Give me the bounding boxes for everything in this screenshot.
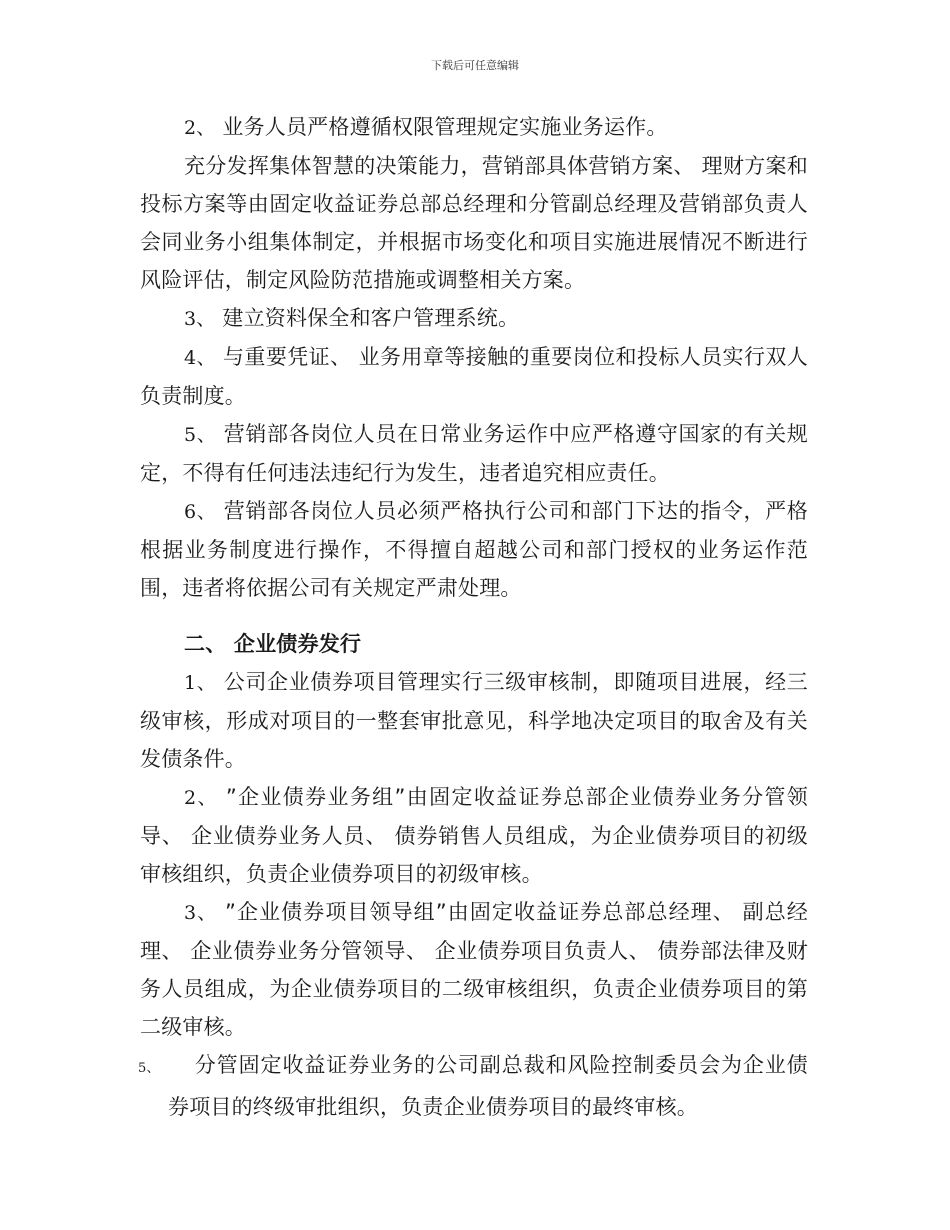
paragraph-2 bbox=[140, 147, 808, 299]
paragraph-text: ”企业债券业务组”由固定收益证券总部企业债券业务分管领导、 企业债券业务人员、 债券销售人员组成，为企业债券项目的初级审核组织，负责企业债券项目的初级审核。 bbox=[140, 785, 808, 886]
section2-paragraph-1 bbox=[140, 663, 808, 778]
section2-paragraph-3 bbox=[140, 893, 808, 1046]
section-heading: 二、 企业债券发行 bbox=[184, 632, 362, 656]
paragraph-text: 营销部各岗位人员必须严格执行公司和部门下达的指令，严格根据业务制度进行操作，不得擅自超越公司和部门授权的业务运作范围，违者将依据公司有关规定严肃处理。 bbox=[140, 499, 808, 600]
paragraph-3 bbox=[140, 299, 808, 338]
paragraph-text: 业务人员严格遵循权限管理规定实施业务运作。 bbox=[215, 115, 668, 139]
paragraph-4 bbox=[140, 338, 808, 415]
item-number: 2、 bbox=[184, 787, 218, 809]
paragraph-text: 充分发挥集体智慧的决策能力，营销部具体营销方案、 理财方案和投标方案等由固定收益证券总部总经理和分管副总经理及营销部负责人会同业务小组集体制定，并根据市场变化和项目实施进展情况不断进行风险评估，制定风险防范措施或调整相关方案。 bbox=[140, 154, 808, 292]
paragraph-text: 公司企业债券项目管理实行三级审核制，即随项目进展，经三级审核，形成对项目的一整套审批意见，科学地决定项目的取舍及有关发债条件。 bbox=[140, 670, 808, 771]
item-number: 6、 bbox=[184, 501, 217, 523]
paragraph-text: 与重要凭证、 业务用章等接触的重要岗位和投标人员实行双人负责制度。 bbox=[140, 345, 808, 408]
item-number: 2、 bbox=[184, 117, 216, 139]
item-number: 3、 bbox=[184, 308, 216, 330]
document-body bbox=[140, 108, 808, 1126]
paragraph-5 bbox=[140, 415, 808, 492]
paragraph-6 bbox=[140, 492, 808, 607]
page-header: 下载后可任意编辑 bbox=[431, 59, 519, 72]
paragraph-text: 建立资料保全和客户管理系统。 bbox=[215, 306, 520, 330]
item-number: 5、 bbox=[184, 424, 217, 446]
paragraph-text: ”企业债券项目领导组”由固定收益证券总部总经理、 副总经理、 企业债券业务分管领导、 企业债券项目负责人、 债券部法律及财务人员组成，为企业债券项目的二级审核组织，负责企业债券项目的第二级审核。 bbox=[140, 900, 808, 1039]
item-number: 1、 bbox=[184, 672, 217, 694]
section2-paragraph-5 bbox=[138, 1046, 808, 1126]
paragraph-text: 分管固定收益证券业务的公司副总裁和风险控制委员会为企业债券项目的终级审批组织，负责企业债券项目的最终审核。 bbox=[168, 1053, 808, 1119]
item-number: 3、 bbox=[184, 902, 218, 924]
item-number: 5、 bbox=[138, 1061, 160, 1076]
paragraph-1 bbox=[140, 108, 808, 147]
item-number: 4、 bbox=[184, 347, 216, 369]
section2-paragraph-2 bbox=[140, 778, 808, 893]
paragraph-text: 营销部各岗位人员在日常业务运作中应严格遵守国家的有关规定，不得有任何违法违纪行为发生，违者追究相应责任。 bbox=[140, 422, 808, 485]
